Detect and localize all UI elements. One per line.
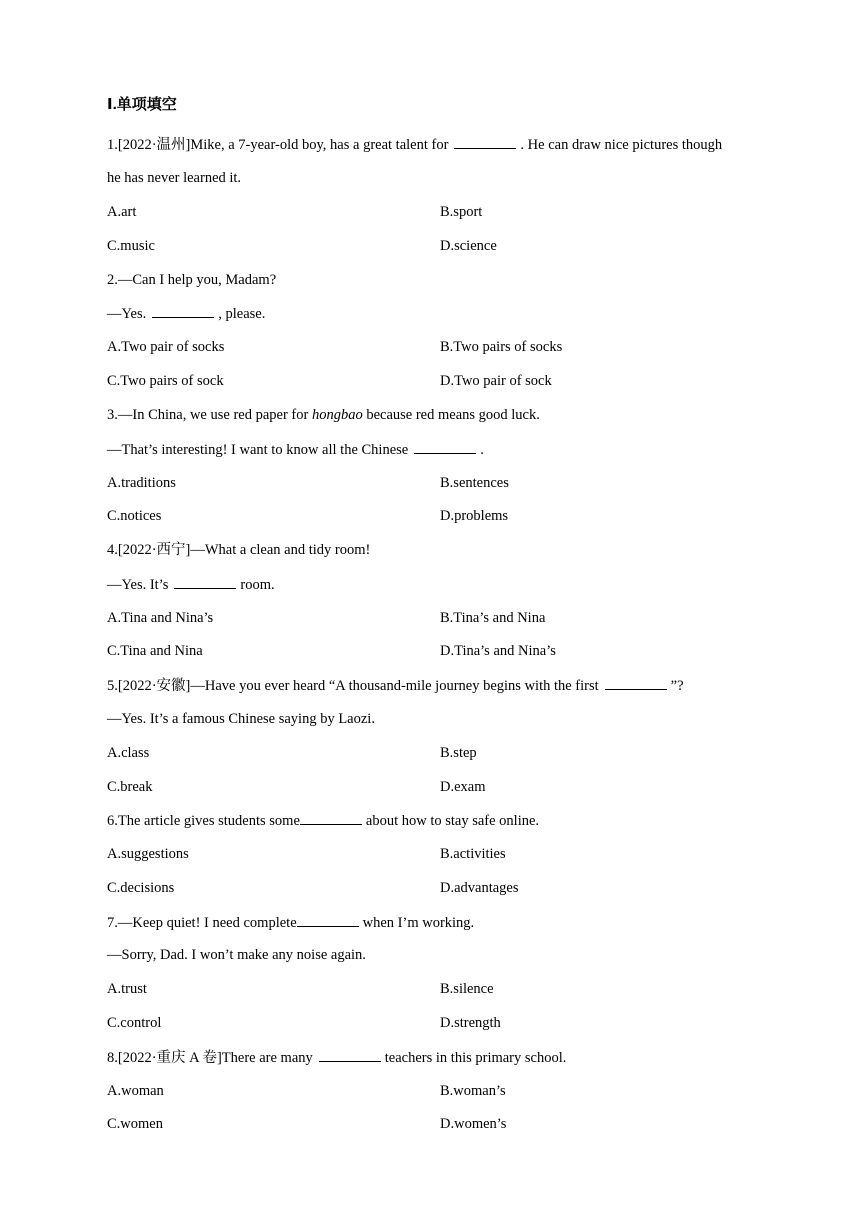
option-d[interactable]: D.women’s: [440, 1116, 507, 1132]
section-title: Ⅰ.单项填空: [107, 96, 177, 113]
option-a[interactable]: A.art: [107, 204, 137, 220]
answer-blank[interactable]: [319, 1047, 381, 1062]
option-a[interactable]: A.trust: [107, 981, 147, 997]
question-2-line-2: —Yes. , please.: [107, 303, 265, 323]
option-d[interactable]: D.problems: [440, 508, 509, 524]
option-c[interactable]: C.women: [107, 1116, 163, 1132]
option-b[interactable]: B.woman’s: [440, 1083, 506, 1099]
option-b[interactable]: B.sport: [440, 204, 483, 220]
answer-blank[interactable]: [300, 810, 362, 825]
question-8-line-1: 8.[2022·重庆 A 卷]There are many teachers in this primary school.: [107, 1047, 566, 1067]
option-b[interactable]: B.step: [440, 745, 477, 761]
option-c[interactable]: C.control: [107, 1015, 162, 1031]
option-d[interactable]: D.science: [440, 238, 497, 254]
option-a[interactable]: A.suggestions: [107, 846, 189, 862]
question-2-line-1: 2.—Can I help you, Madam?: [107, 272, 277, 288]
question-7-line-2: —Sorry, Dad. I won’t make any noise again.: [107, 947, 366, 963]
option-c[interactable]: C.decisions: [107, 880, 175, 896]
question-5-line-2: —Yes. It’s a famous Chinese saying by Laozi.: [107, 711, 375, 727]
option-a[interactable]: A.traditions: [107, 475, 176, 491]
option-a[interactable]: A.Two pair of socks: [107, 339, 225, 355]
option-c[interactable]: C.break: [107, 779, 153, 795]
question-7-line-1: 7.—Keep quiet! I need complete when I’m working.: [107, 912, 474, 932]
option-a[interactable]: A.woman: [107, 1083, 164, 1099]
option-b[interactable]: B.activities: [440, 846, 506, 862]
question-5-line-1: 5.[2022·安徽]—Have you ever heard “A thousand-mile journey begins with the first ”?: [107, 675, 684, 695]
answer-blank[interactable]: [152, 303, 214, 318]
option-b[interactable]: B.Tina’s and Nina: [440, 610, 546, 626]
question-3-line-2: —That’s interesting! I want to know all the Chinese .: [107, 439, 484, 459]
option-c[interactable]: C.Tina and Nina: [107, 643, 203, 659]
question-3-line-1: 3.—In China, we use red paper for hongbao because red means good luck.: [107, 407, 540, 423]
option-d[interactable]: D.Tina’s and Nina’s: [440, 643, 556, 659]
option-b[interactable]: B.silence: [440, 981, 494, 997]
answer-blank[interactable]: [297, 912, 359, 927]
question-1-line-1: 1.[2022·温州]Mike, a 7-year-old boy, has a great talent for . He can draw nice pictures though: [107, 134, 722, 154]
option-d[interactable]: D.advantages: [440, 880, 519, 896]
option-a[interactable]: A.class: [107, 745, 150, 761]
question-1-line-2: he has never learned it.: [107, 170, 242, 186]
option-b[interactable]: B.Two pairs of socks: [440, 339, 563, 355]
answer-blank[interactable]: [174, 574, 236, 589]
option-d[interactable]: D.strength: [440, 1015, 501, 1031]
option-b[interactable]: B.sentences: [440, 475, 509, 491]
option-d[interactable]: D.Two pair of sock: [440, 373, 552, 389]
option-c[interactable]: C.notices: [107, 508, 162, 524]
option-d[interactable]: D.exam: [440, 779, 486, 795]
option-c[interactable]: C.Two pairs of sock: [107, 373, 224, 389]
answer-blank[interactable]: [414, 439, 476, 454]
question-4-line-1: 4.[2022·西宁]—What a clean and tidy room!: [107, 542, 371, 558]
question-6-line-1: 6.The article gives students some about how to stay safe online.: [107, 810, 539, 830]
option-c[interactable]: C.music: [107, 238, 155, 254]
answer-blank[interactable]: [605, 675, 667, 690]
question-4-line-2: —Yes. It’s room.: [107, 574, 275, 594]
option-a[interactable]: A.Tina and Nina’s: [107, 610, 214, 626]
answer-blank[interactable]: [454, 134, 516, 149]
